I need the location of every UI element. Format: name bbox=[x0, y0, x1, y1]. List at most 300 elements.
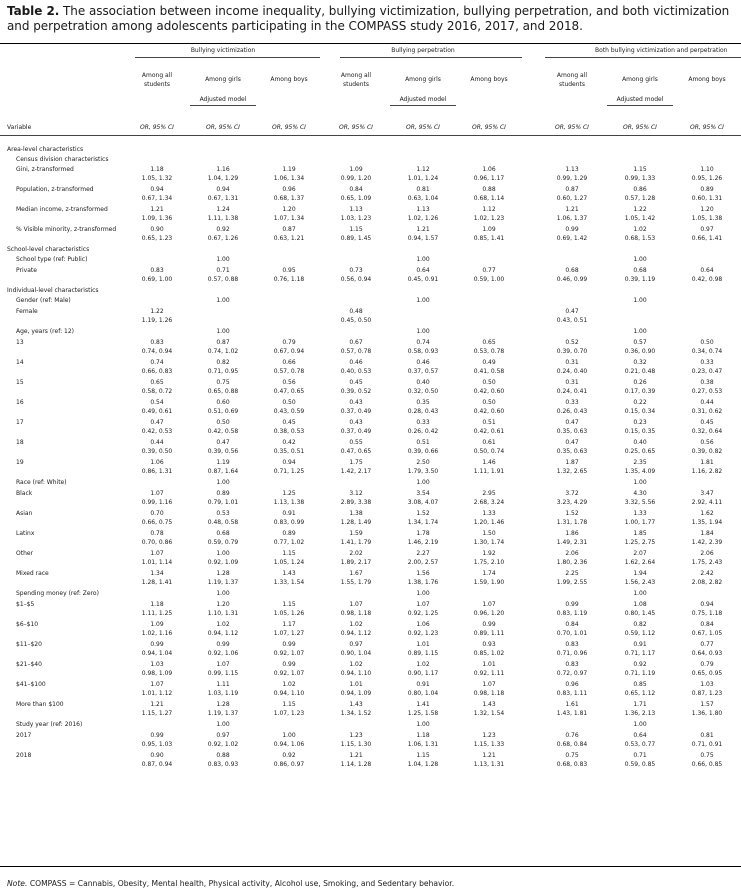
or-value: 1.06 bbox=[482, 166, 496, 173]
or-value: 0.77 bbox=[700, 641, 714, 648]
ci-value: 1.05, 1.26 bbox=[273, 610, 305, 617]
or-value: 1.00 bbox=[416, 479, 430, 486]
ci-value: 0.56, 0.94 bbox=[340, 276, 372, 283]
ci-value: 0.67, 0.94 bbox=[273, 348, 305, 355]
stat-header: OR, 95% CI bbox=[206, 124, 240, 131]
ci-value: 0.71, 1.25 bbox=[273, 468, 305, 475]
or-value: 1.67 bbox=[349, 570, 363, 577]
ci-value: 0.39, 0.56 bbox=[207, 448, 239, 455]
or-value: 0.64 bbox=[416, 267, 430, 274]
or-value: 0.42 bbox=[282, 439, 296, 446]
row-label: $11–$20 bbox=[16, 641, 42, 648]
ci-value: 0.63, 1.21 bbox=[273, 235, 305, 242]
ci-value: 1.34, 1.52 bbox=[340, 710, 372, 717]
ci-value: 1.36, 2.13 bbox=[624, 710, 656, 717]
or-value: 1.00 bbox=[416, 590, 430, 597]
or-value: 1.00 bbox=[416, 297, 430, 304]
ci-value: 0.71, 0.96 bbox=[556, 650, 588, 657]
ci-value: 0.83, 1.19 bbox=[556, 610, 588, 617]
or-value: 0.92 bbox=[282, 752, 296, 759]
or-value: 1.00 bbox=[633, 256, 647, 263]
row-label: More than $100 bbox=[16, 701, 64, 708]
row-label: Mixed race bbox=[16, 570, 49, 577]
section-label: Individual-level characteristics bbox=[7, 287, 99, 294]
ci-value: 1.89, 2.17 bbox=[340, 559, 372, 566]
ci-value: 0.92, 1.06 bbox=[207, 650, 239, 657]
or-value: 0.51 bbox=[482, 419, 496, 426]
or-value: 0.75 bbox=[700, 752, 714, 759]
ci-value: 0.67, 1.31 bbox=[207, 195, 239, 202]
ci-value: 0.99, 1.33 bbox=[624, 175, 656, 182]
ci-value: 1.06, 1.31 bbox=[407, 741, 439, 748]
or-value: 0.79 bbox=[700, 661, 714, 668]
ci-value: 1.15, 1.27 bbox=[141, 710, 173, 717]
ci-value: 0.87, 1.64 bbox=[207, 468, 239, 475]
ci-value: 0.98, 1.09 bbox=[141, 670, 173, 677]
or-value: 0.67 bbox=[349, 339, 363, 346]
ci-value: 0.89, 1.15 bbox=[407, 650, 439, 657]
or-value: 1.87 bbox=[565, 459, 579, 466]
or-value: 0.96 bbox=[282, 186, 296, 193]
or-value: 0.32 bbox=[633, 359, 647, 366]
ci-value: 1.25, 2.75 bbox=[624, 539, 656, 546]
or-value: 0.48 bbox=[349, 308, 363, 315]
or-value: 1.02 bbox=[216, 621, 230, 628]
or-value: 0.99 bbox=[565, 226, 579, 233]
or-value: 0.64 bbox=[633, 732, 647, 739]
or-value: 0.95 bbox=[282, 267, 296, 274]
or-value: 1.56 bbox=[416, 570, 430, 577]
ci-value: 1.42, 2.39 bbox=[691, 539, 723, 546]
or-value: 1.07 bbox=[482, 681, 496, 688]
ci-value: 0.66, 0.75 bbox=[141, 519, 173, 526]
or-value: 1.08 bbox=[633, 601, 647, 608]
row-label: 17 bbox=[16, 419, 24, 426]
or-value: 1.21 bbox=[150, 206, 164, 213]
or-value: 1.71 bbox=[633, 701, 647, 708]
row-label: 13 bbox=[16, 339, 24, 346]
row-label: 19 bbox=[16, 459, 24, 466]
ci-value: 0.35, 0.63 bbox=[556, 428, 588, 435]
ci-value: 1.05, 1.38 bbox=[691, 215, 723, 222]
ci-value: 0.57, 0.88 bbox=[207, 276, 239, 283]
or-value: 0.97 bbox=[216, 732, 230, 739]
ci-value: 0.89, 1.11 bbox=[473, 630, 505, 637]
or-value: 2.07 bbox=[633, 550, 647, 557]
ci-value: 1.00, 1.77 bbox=[624, 519, 656, 526]
ci-value: 0.67, 1.26 bbox=[207, 235, 239, 242]
or-value: 0.93 bbox=[482, 641, 496, 648]
table-label: Table 2. bbox=[7, 4, 60, 18]
ci-value: 0.21, 0.48 bbox=[624, 368, 656, 375]
or-value: 1.62 bbox=[700, 510, 714, 517]
subcolumn-header: Among boys bbox=[688, 76, 726, 83]
ci-value: 1.32, 2.65 bbox=[556, 468, 588, 475]
ci-value: 0.39, 0.66 bbox=[407, 448, 439, 455]
ci-value: 0.92, 1.02 bbox=[207, 741, 239, 748]
ci-value: 0.92, 1.11 bbox=[473, 670, 505, 677]
ci-value: 0.43, 0.51 bbox=[556, 317, 588, 324]
ci-value: 1.04, 1.29 bbox=[207, 175, 239, 182]
ci-value: 0.32, 0.64 bbox=[691, 428, 723, 435]
or-value: 0.35 bbox=[416, 399, 430, 406]
ci-value: 0.36, 0.90 bbox=[624, 348, 656, 355]
ci-value: 0.94, 1.10 bbox=[340, 670, 372, 677]
or-value: 0.99 bbox=[482, 621, 496, 628]
ci-value: 1.30, 1.74 bbox=[473, 539, 505, 546]
ci-value: 0.42, 0.60 bbox=[473, 388, 505, 395]
ci-value: 1.36, 1.80 bbox=[691, 710, 723, 717]
or-value: 0.92 bbox=[216, 226, 230, 233]
ci-value: 1.62, 2.64 bbox=[624, 559, 656, 566]
or-value: 0.61 bbox=[482, 439, 496, 446]
or-value: 1.00 bbox=[416, 328, 430, 335]
ci-value: 1.35, 4.09 bbox=[624, 468, 656, 475]
ci-value: 1.79, 3.50 bbox=[407, 468, 439, 475]
or-value: 0.99 bbox=[150, 641, 164, 648]
ci-value: 1.43, 1.81 bbox=[556, 710, 588, 717]
ci-value: 2.89, 3.38 bbox=[340, 499, 372, 506]
ci-value: 0.17, 0.39 bbox=[624, 388, 656, 395]
or-value: 3.72 bbox=[565, 490, 579, 497]
ci-value: 0.68, 0.83 bbox=[556, 761, 588, 768]
or-value: 0.85 bbox=[633, 681, 647, 688]
ci-value: 0.67, 1.34 bbox=[141, 195, 173, 202]
or-value: 1.01 bbox=[482, 661, 496, 668]
adjusted-model-label: Adjusted model bbox=[616, 96, 664, 103]
or-value: 1.07 bbox=[416, 601, 430, 608]
ci-value: 1.06, 1.37 bbox=[556, 215, 588, 222]
or-value: 1.12 bbox=[416, 166, 430, 173]
or-value: 0.65 bbox=[482, 339, 496, 346]
or-value: 1.34 bbox=[150, 570, 164, 577]
ci-value: 0.94, 1.06 bbox=[273, 741, 305, 748]
or-value: 1.61 bbox=[565, 701, 579, 708]
adjusted-model-label: Adjusted model bbox=[199, 96, 247, 103]
row-label: Gini, z-transformed bbox=[16, 166, 74, 173]
or-value: 0.31 bbox=[565, 379, 579, 386]
row-label: Latinx bbox=[16, 530, 35, 537]
row-label: Race (ref: White) bbox=[16, 479, 67, 486]
or-value: 1.02 bbox=[633, 226, 647, 233]
or-value: 1.09 bbox=[150, 621, 164, 628]
ci-value: 1.38, 1.76 bbox=[407, 579, 439, 586]
ci-value: 0.85, 1.41 bbox=[473, 235, 505, 242]
ci-value: 0.94, 1.12 bbox=[340, 630, 372, 637]
ci-value: 0.86, 0.97 bbox=[273, 761, 305, 768]
or-value: 1.00 bbox=[216, 479, 230, 486]
or-value: 0.84 bbox=[700, 621, 714, 628]
row-label: Private bbox=[16, 267, 37, 274]
or-value: 0.90 bbox=[150, 226, 164, 233]
or-value: 1.86 bbox=[565, 530, 579, 537]
ci-value: 0.77, 1.02 bbox=[273, 539, 305, 546]
or-value: 1.16 bbox=[216, 166, 230, 173]
or-value: 1.78 bbox=[416, 530, 430, 537]
or-value: 1.85 bbox=[633, 530, 647, 537]
or-value: 1.15 bbox=[416, 752, 430, 759]
or-value: 1.12 bbox=[482, 206, 496, 213]
or-value: 0.99 bbox=[282, 661, 296, 668]
ci-value: 1.55, 1.79 bbox=[340, 579, 372, 586]
or-value: 0.88 bbox=[482, 186, 496, 193]
or-value: 0.77 bbox=[482, 267, 496, 274]
ci-value: 0.59, 0.79 bbox=[207, 539, 239, 546]
ci-value: 0.58, 0.93 bbox=[407, 348, 439, 355]
ci-value: 0.15, 0.34 bbox=[624, 408, 656, 415]
or-value: 2.06 bbox=[700, 550, 714, 557]
ci-value: 0.95, 1.03 bbox=[141, 741, 173, 748]
header-bottom-rule bbox=[0, 135, 741, 136]
bottom-rule bbox=[0, 866, 741, 867]
ci-value: 0.71, 1.19 bbox=[624, 670, 656, 677]
or-value: 1.24 bbox=[216, 206, 230, 213]
ci-value: 0.94, 1.04 bbox=[141, 650, 173, 657]
ci-value: 0.47, 0.65 bbox=[273, 388, 305, 395]
or-value: 0.79 bbox=[282, 339, 296, 346]
ci-value: 0.95, 1.26 bbox=[691, 175, 723, 182]
ci-value: 0.85, 1.02 bbox=[473, 650, 505, 657]
or-value: 0.31 bbox=[565, 359, 579, 366]
ci-value: 0.68, 1.37 bbox=[273, 195, 305, 202]
or-value: 1.74 bbox=[482, 570, 496, 577]
table-caption-text: The association between income inequality, bullying victimization, bullying perpetration, and both victimization and perpetration among adolescents participating in the COMPASS study 2016, 2017, and 2018. bbox=[7, 4, 730, 33]
or-value: 0.56 bbox=[700, 439, 714, 446]
or-value: 0.33 bbox=[565, 399, 579, 406]
ci-value: 1.99, 2.55 bbox=[556, 579, 588, 586]
ci-value: 0.80, 1.04 bbox=[407, 690, 439, 697]
ci-value: 0.66, 0.85 bbox=[691, 761, 723, 768]
or-value: 1.13 bbox=[565, 166, 579, 173]
row-label: School type (ref: Public) bbox=[16, 256, 88, 263]
or-value: 0.74 bbox=[416, 339, 430, 346]
ci-value: 1.03, 1.19 bbox=[207, 690, 239, 697]
subcolumn-header: Among girls bbox=[622, 76, 658, 83]
or-value: 1.21 bbox=[349, 752, 363, 759]
ci-value: 1.01, 1.12 bbox=[141, 690, 173, 697]
or-value: 0.47 bbox=[565, 439, 579, 446]
ci-value: 0.83, 0.93 bbox=[207, 761, 239, 768]
ci-value: 0.67, 1.05 bbox=[691, 630, 723, 637]
ci-value: 1.75, 2.43 bbox=[691, 559, 723, 566]
ci-value: 0.63, 1.04 bbox=[407, 195, 439, 202]
ci-value: 1.11, 1.91 bbox=[473, 468, 505, 475]
or-value: 0.83 bbox=[150, 339, 164, 346]
or-value: 0.50 bbox=[216, 419, 230, 426]
or-value: 0.40 bbox=[416, 379, 430, 386]
or-value: 1.52 bbox=[565, 510, 579, 517]
table-caption bbox=[7, 4, 733, 34]
ci-value: 0.53, 0.77 bbox=[624, 741, 656, 748]
or-value: 0.66 bbox=[282, 359, 296, 366]
ci-value: 1.05, 1.24 bbox=[273, 559, 305, 566]
or-value: 0.92 bbox=[633, 661, 647, 668]
ci-value: 0.94, 1.10 bbox=[273, 690, 305, 697]
ci-value: 1.02, 1.26 bbox=[407, 215, 439, 222]
ci-value: 0.96, 1.20 bbox=[473, 610, 505, 617]
or-value: 1.33 bbox=[633, 510, 647, 517]
ci-value: 0.99, 1.15 bbox=[207, 670, 239, 677]
ci-value: 0.72, 0.97 bbox=[556, 670, 588, 677]
or-value: 1.00 bbox=[633, 328, 647, 335]
adjusted-model-label: Adjusted model bbox=[399, 96, 447, 103]
or-value: 0.33 bbox=[416, 419, 430, 426]
or-value: 2.06 bbox=[565, 550, 579, 557]
or-value: 1.15 bbox=[282, 550, 296, 557]
or-value: 1.25 bbox=[282, 490, 296, 497]
ci-value: 0.83, 0.99 bbox=[273, 519, 305, 526]
stat-header: OR, 95% CI bbox=[339, 124, 373, 131]
or-value: 1.21 bbox=[150, 701, 164, 708]
ci-value: 0.35, 0.51 bbox=[273, 448, 305, 455]
ci-value: 0.47, 0.65 bbox=[340, 448, 372, 455]
or-value: 0.91 bbox=[416, 681, 430, 688]
ci-value: 1.35, 1.94 bbox=[691, 519, 723, 526]
ci-value: 0.26, 0.42 bbox=[407, 428, 439, 435]
or-value: 1.21 bbox=[482, 752, 496, 759]
ci-value: 0.37, 0.57 bbox=[407, 368, 439, 375]
or-value: 0.89 bbox=[282, 530, 296, 537]
row-label: Female bbox=[16, 308, 38, 315]
or-value: 1.20 bbox=[282, 206, 296, 213]
row-label: Black bbox=[16, 490, 33, 497]
stat-header: OR, 95% CI bbox=[472, 124, 506, 131]
or-value: 1.00 bbox=[216, 328, 230, 335]
or-value: 1.02 bbox=[349, 621, 363, 628]
or-value: 0.91 bbox=[282, 510, 296, 517]
or-value: 0.47 bbox=[216, 439, 230, 446]
ci-value: 1.32, 1.54 bbox=[473, 710, 505, 717]
or-value: 1.41 bbox=[416, 701, 430, 708]
ci-value: 0.69, 1.42 bbox=[556, 235, 588, 242]
ci-value: 0.65, 0.88 bbox=[207, 388, 239, 395]
ci-value: 0.23, 0.47 bbox=[691, 368, 723, 375]
ci-value: 1.25, 1.58 bbox=[407, 710, 439, 717]
or-value: 0.49 bbox=[482, 359, 496, 366]
ci-value: 0.69, 1.00 bbox=[141, 276, 173, 283]
row-label: 2017 bbox=[16, 732, 32, 739]
or-value: 1.18 bbox=[150, 601, 164, 608]
ci-value: 1.04, 1.28 bbox=[407, 761, 439, 768]
note-text: COMPASS = Cannabis, Obesity, Mental health, Physical activity, Alcohol use, Smoking, and Sedentary behavior. bbox=[29, 879, 455, 888]
or-value: 0.55 bbox=[349, 439, 363, 446]
ci-value: 0.42, 0.98 bbox=[691, 276, 723, 283]
section-label: School-level characteristics bbox=[7, 246, 90, 253]
or-value: 1.28 bbox=[216, 701, 230, 708]
ci-value: 0.70, 1.01 bbox=[556, 630, 588, 637]
ci-value: 0.92, 1.07 bbox=[273, 670, 305, 677]
ci-value: 0.27, 0.53 bbox=[691, 388, 723, 395]
or-value: 0.96 bbox=[565, 681, 579, 688]
ci-value: 0.50, 0.74 bbox=[473, 448, 505, 455]
row-label: 16 bbox=[16, 399, 24, 406]
ci-value: 0.94, 1.57 bbox=[407, 235, 439, 242]
or-value: 0.86 bbox=[633, 186, 647, 193]
or-value: 0.46 bbox=[349, 359, 363, 366]
subcolumn-header: Among all students bbox=[340, 72, 372, 88]
or-value: 0.53 bbox=[216, 510, 230, 517]
ci-value: 1.20, 1.46 bbox=[473, 519, 505, 526]
ci-value: 0.26, 0.43 bbox=[556, 408, 588, 415]
or-value: 0.64 bbox=[700, 267, 714, 274]
ci-value: 0.58, 0.72 bbox=[141, 388, 173, 395]
or-value: 0.94 bbox=[216, 186, 230, 193]
ci-value: 0.74, 0.94 bbox=[141, 348, 173, 355]
ci-value: 1.02, 1.23 bbox=[473, 215, 505, 222]
or-value: 1.09 bbox=[482, 226, 496, 233]
ci-value: 0.39, 1.19 bbox=[624, 276, 656, 283]
group-underline-2 bbox=[340, 57, 522, 58]
or-value: 1.75 bbox=[349, 459, 363, 466]
or-value: 1.00 bbox=[633, 479, 647, 486]
or-value: 0.83 bbox=[150, 267, 164, 274]
ci-value: 1.13, 1.38 bbox=[273, 499, 305, 506]
or-value: 0.97 bbox=[700, 226, 714, 233]
ci-value: 1.07, 1.27 bbox=[273, 630, 305, 637]
or-value: 1.00 bbox=[416, 256, 430, 263]
ci-value: 1.56, 2.43 bbox=[624, 579, 656, 586]
or-value: 1.06 bbox=[150, 459, 164, 466]
or-value: 1.13 bbox=[349, 206, 363, 213]
or-value: 0.40 bbox=[633, 439, 647, 446]
row-label: $1–$5 bbox=[16, 601, 35, 608]
ci-value: 0.65, 1.09 bbox=[340, 195, 372, 202]
ci-value: 0.40, 0.53 bbox=[340, 368, 372, 375]
row-label: Median income, z-transformed bbox=[16, 206, 108, 213]
or-value: 0.99 bbox=[282, 641, 296, 648]
ci-value: 1.03, 1.23 bbox=[340, 215, 372, 222]
or-value: 0.97 bbox=[349, 641, 363, 648]
ci-value: 1.80, 2.36 bbox=[556, 559, 588, 566]
ci-value: 0.37, 0.49 bbox=[340, 428, 372, 435]
or-value: 1.09 bbox=[349, 166, 363, 173]
or-value: 2.42 bbox=[700, 570, 714, 577]
ci-value: 0.31, 0.62 bbox=[691, 408, 723, 415]
row-label: Study year (ref: 2016) bbox=[16, 721, 83, 728]
top-rule bbox=[0, 43, 741, 44]
or-value: 0.74 bbox=[150, 359, 164, 366]
ci-value: 1.19, 1.37 bbox=[207, 579, 239, 586]
or-value: 1.03 bbox=[150, 661, 164, 668]
or-value: 0.81 bbox=[700, 732, 714, 739]
or-value: 1.00 bbox=[216, 297, 230, 304]
ci-value: 0.25, 0.65 bbox=[624, 448, 656, 455]
or-value: 3.12 bbox=[349, 490, 363, 497]
or-value: 2.27 bbox=[416, 550, 430, 557]
or-value: 0.82 bbox=[633, 621, 647, 628]
subcolumn-header: Among all students bbox=[141, 72, 173, 88]
row-label: Spending money (ref: Zero) bbox=[16, 590, 99, 597]
or-value: 0.33 bbox=[700, 359, 714, 366]
table-footnote bbox=[7, 879, 454, 889]
or-value: 0.54 bbox=[150, 399, 164, 406]
or-value: 0.65 bbox=[150, 379, 164, 386]
or-value: 0.90 bbox=[150, 752, 164, 759]
or-value: 0.50 bbox=[482, 399, 496, 406]
or-value: 1.00 bbox=[216, 550, 230, 557]
ci-value: 0.71, 0.95 bbox=[207, 368, 239, 375]
subcolumn-header: Among girls bbox=[205, 76, 241, 83]
ci-value: 0.99, 1.20 bbox=[340, 175, 372, 182]
or-value: 1.22 bbox=[150, 308, 164, 315]
or-value: 0.88 bbox=[216, 752, 230, 759]
or-value: 0.94 bbox=[700, 601, 714, 608]
ci-value: 0.48, 0.58 bbox=[207, 519, 239, 526]
or-value: 1.00 bbox=[633, 590, 647, 597]
or-value: 1.52 bbox=[416, 510, 430, 517]
or-value: 0.23 bbox=[633, 419, 647, 426]
ci-value: 0.86, 1.31 bbox=[141, 468, 173, 475]
